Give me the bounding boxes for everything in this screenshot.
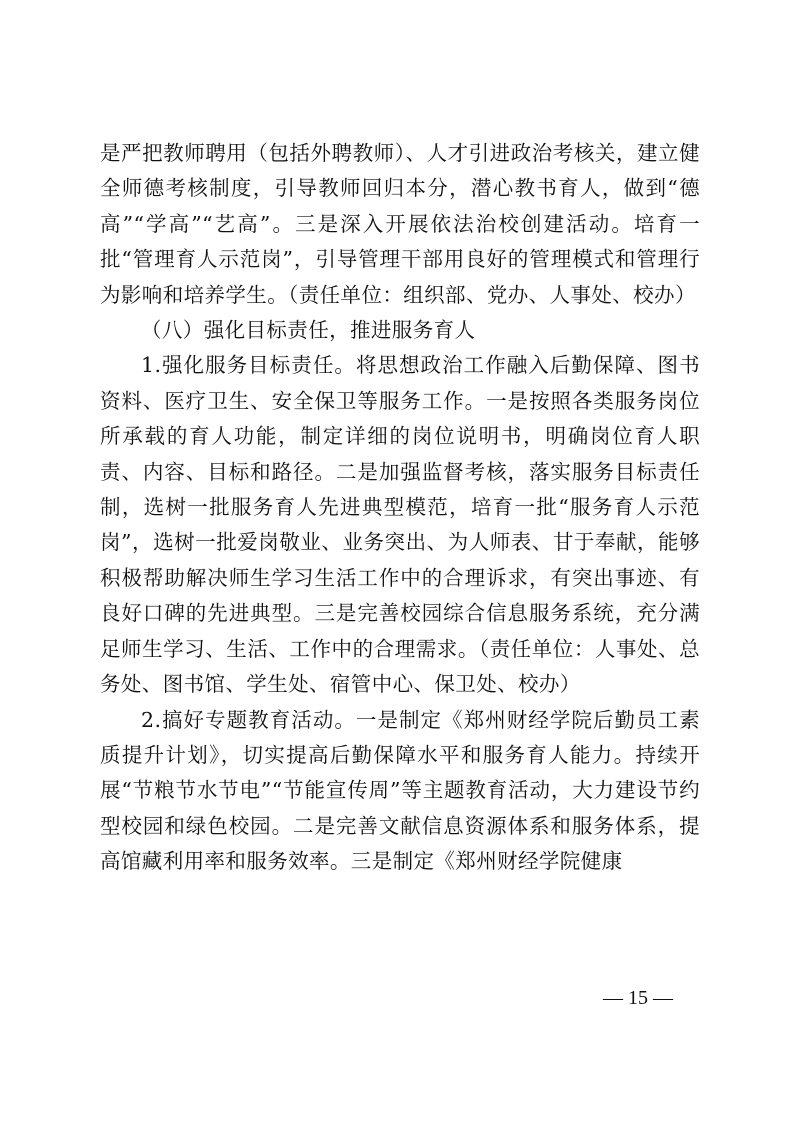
page-number: — 15 —: [603, 987, 673, 1009]
paragraph-continuation: 是严把教师聘用（包括外聘教师）、人才引进政治考核关，建立健全师德考核制度，引导教师回归本分，潜心教书育人，做到“德高”“学高”“艺高”。三是深入开展依法治校创建活动。培育一批“管理育人示范岗”，引导管理干部用良好的管理模式和管理行为影响和培养学生。（责任单位：组织部、党办、人事处、校办）: [100, 141, 700, 307]
document-body: [100, 136, 700, 880]
section-heading: （八）强化目标责任，推进服务育人: [141, 318, 476, 343]
paragraph-service-responsibility: 1.强化服务目标责任。将思想政治工作融入后勤保障、图书资料、医疗卫生、安全保卫等服务工作。一是按照各类服务岗位所承载的育人功能，制定详细的岗位说明书，明确岗位育人职责、内容、目标和路径。二是加强监督考核，落实服务目标责任制，选树一批服务育人先进典型模范，培育一批“服务育人示范岗”，选树一批爱岗敬业、业务突出、为人师表、甘于奉献，能够积极帮助解决师生学习生活工作中的合理诉求，有突出事迹、有良好口碑的先进典型。三是完善校园综合信息服务系统，充分满足师生学习、生活、工作中的合理需求。（责任单位：人事处、总务处、图书馆、学生处、宿管中心、保卫处、校办）: [100, 353, 700, 697]
paragraph-special-education: 2.搞好专题教育活动。一是制定《郑州财经学院后勤员工素质提升计划》，切实提高后勤保障水平和服务育人能力。持续开展“节粮节水节电”“节能宣传周”等主题教育活动，大力建设节约型校园和绿色校园。二是完善文献信息资源体系和服务体系，提高馆藏利用率和服务效率。三是制定《郑州财经学院健康: [100, 707, 700, 874]
